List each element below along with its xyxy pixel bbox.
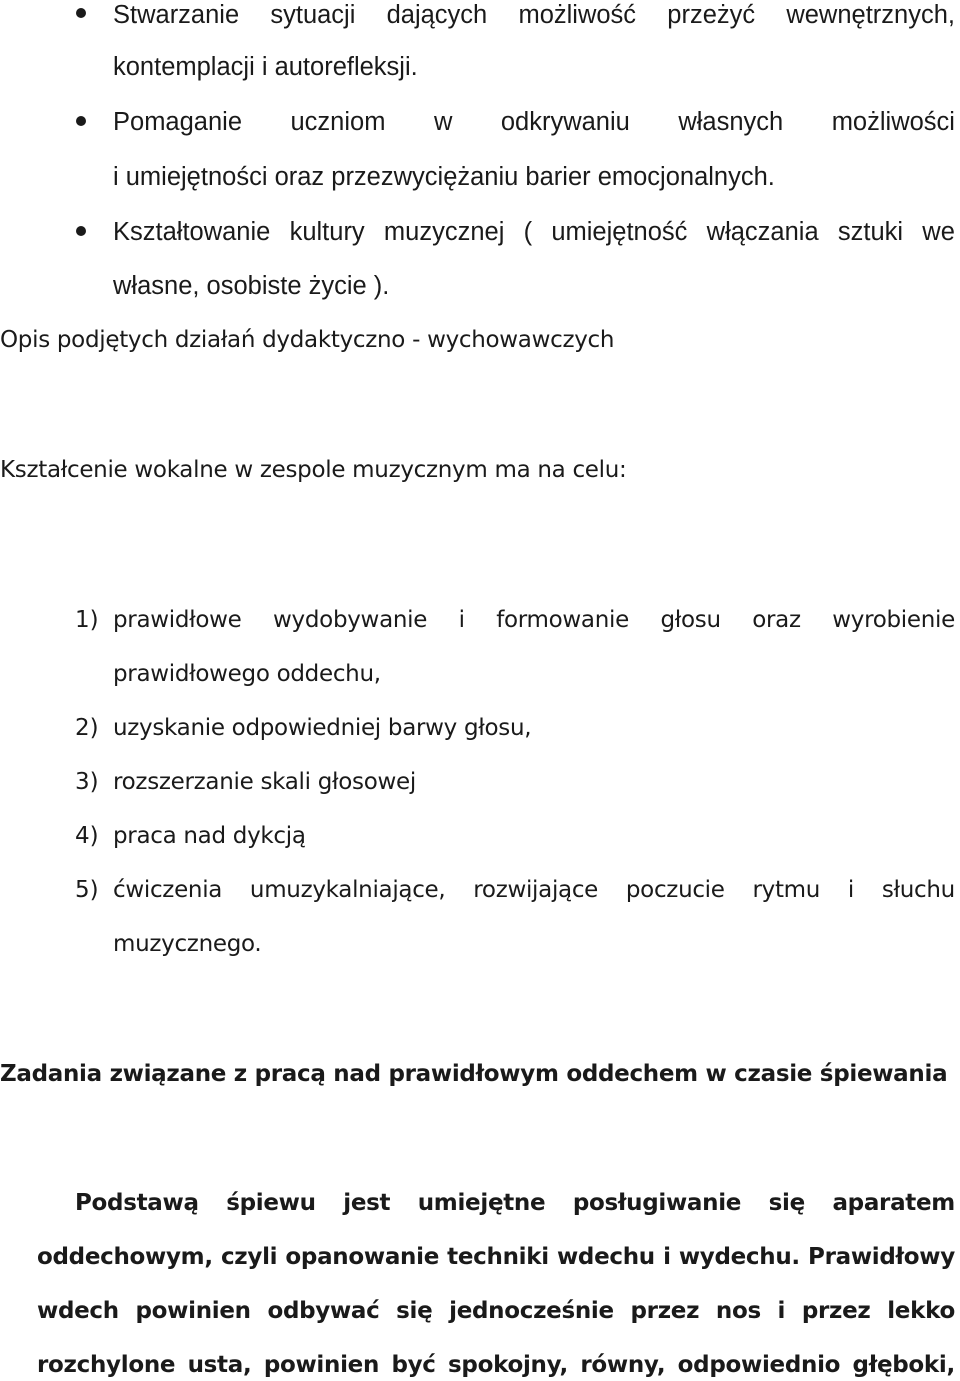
- goal-number: 3): [75, 769, 99, 795]
- word: odkrywaniu: [500, 108, 630, 136]
- word: być: [391, 1352, 436, 1378]
- word: głęboki,: [852, 1352, 955, 1378]
- goal-number: 2): [75, 715, 99, 741]
- word: przez: [630, 1298, 700, 1324]
- word: posługiwanie: [572, 1190, 742, 1216]
- goal-4-line-1: praca nad dykcją: [113, 823, 306, 849]
- paragraph-line-3: [37, 1296, 955, 1326]
- word: opanowanie: [285, 1244, 439, 1270]
- word: lekko: [887, 1298, 955, 1324]
- word: umiejętne: [417, 1190, 546, 1216]
- word: rozchylone: [37, 1352, 176, 1378]
- word: i: [777, 1298, 786, 1324]
- bullet-item-2-line-1: [113, 107, 955, 137]
- word: się: [396, 1298, 433, 1324]
- goal-number: 5): [75, 877, 99, 903]
- word: powinien: [135, 1298, 251, 1324]
- word: poczucie: [625, 877, 725, 903]
- word: włączania: [706, 218, 819, 246]
- word: przeżyć: [667, 1, 756, 29]
- section-heading-opis: Opis podjętych działań dydaktyczno - wychowawczych: [0, 327, 615, 353]
- word: techniki: [447, 1244, 549, 1270]
- word: ćwiczenia: [113, 877, 223, 903]
- paragraph-line-1: [75, 1188, 955, 1218]
- word: odbywać: [267, 1298, 380, 1324]
- word: się: [768, 1190, 805, 1216]
- goal-1-line-2: prawidłowego oddechu,: [113, 661, 381, 687]
- bullet-item-3-line-1: [113, 217, 955, 247]
- word: dających: [386, 1, 488, 29]
- paragraph-line-4: [37, 1350, 955, 1380]
- word: muzycznej: [383, 218, 505, 246]
- word: kultury: [289, 218, 365, 246]
- word: głosu: [660, 607, 721, 633]
- goal-3-line-1: rozszerzanie skali głosowej: [113, 769, 416, 795]
- word: możliwość: [518, 1, 637, 29]
- word: i: [663, 1244, 671, 1270]
- word: wewnętrznych,: [786, 1, 955, 29]
- bullet-icon: [76, 116, 86, 126]
- goal-2-line-1: uzyskanie odpowiedniej barwy głosu,: [113, 715, 532, 741]
- word: aparatem: [832, 1190, 955, 1216]
- word: uczniom: [290, 108, 386, 136]
- word: wyrobienie: [832, 607, 955, 633]
- word: Prawidłowy: [808, 1244, 955, 1270]
- paragraph-line-2: [37, 1242, 955, 1272]
- word: Stwarzanie: [113, 1, 240, 29]
- goal-5-line-2: muzycznego.: [113, 931, 262, 957]
- word: oraz: [752, 607, 801, 633]
- word: oddechowym,: [37, 1244, 213, 1270]
- word: (: [523, 218, 533, 246]
- bullet-item-2-line-2: i umiejętności oraz przezwyciężaniu barier emocjonalnych.: [113, 163, 775, 191]
- word: powinien: [263, 1352, 380, 1378]
- word: umuzykalniające,: [249, 877, 446, 903]
- word: Pomaganie: [113, 108, 243, 136]
- word: i: [458, 607, 465, 633]
- word: formowanie: [496, 607, 629, 633]
- word: umiejętność: [551, 218, 688, 246]
- word: we: [922, 218, 955, 246]
- word: sztuki: [837, 218, 904, 246]
- word: rozwijające: [473, 877, 599, 903]
- word: wdechu: [556, 1244, 655, 1270]
- word: przez: [801, 1298, 871, 1324]
- word: i: [847, 877, 854, 903]
- word: Podstawą: [75, 1190, 199, 1216]
- word: słuchu: [881, 877, 955, 903]
- bullet-item-1-line-2: kontemplacji i autorefleksji.: [113, 53, 418, 81]
- word: jest: [343, 1190, 391, 1216]
- goal-1-line-1: [113, 605, 955, 635]
- word: odpowiednio: [677, 1352, 841, 1378]
- word: sytuacji: [270, 1, 356, 29]
- bullet-icon: [76, 226, 86, 236]
- bullet-item-3-line-2: własne, osobiste życie ).: [113, 272, 390, 300]
- word: w: [433, 108, 453, 136]
- section-heading-ksztalcenie: Kształcenie wokalne w zespole muzycznym ma na celu:: [0, 457, 627, 483]
- word: śpiewu: [226, 1190, 316, 1216]
- word: wydechu.: [678, 1244, 800, 1270]
- word: spokojny,: [448, 1352, 568, 1378]
- word: możliwości: [831, 108, 955, 136]
- word: jednocześnie: [449, 1298, 614, 1324]
- goal-number: 4): [75, 823, 99, 849]
- word: Kształtowanie: [113, 218, 271, 246]
- word: prawidłowe: [113, 607, 242, 633]
- word: nos: [715, 1298, 761, 1324]
- section-heading-zadania: Zadania związane z pracą nad prawidłowym oddechem w czasie śpiewania: [0, 1061, 948, 1087]
- goal-number: 1): [75, 607, 99, 633]
- goal-5-line-1: [113, 875, 955, 905]
- word: czyli: [220, 1244, 278, 1270]
- bullet-icon: [76, 8, 86, 18]
- word: rytmu: [752, 877, 821, 903]
- bullet-item-1-line-1: [113, 0, 955, 30]
- word: usta,: [187, 1352, 252, 1378]
- word: równy,: [580, 1352, 666, 1378]
- word: wydobywanie: [273, 607, 428, 633]
- word: własnych: [678, 108, 784, 136]
- word: wdech: [37, 1298, 119, 1324]
